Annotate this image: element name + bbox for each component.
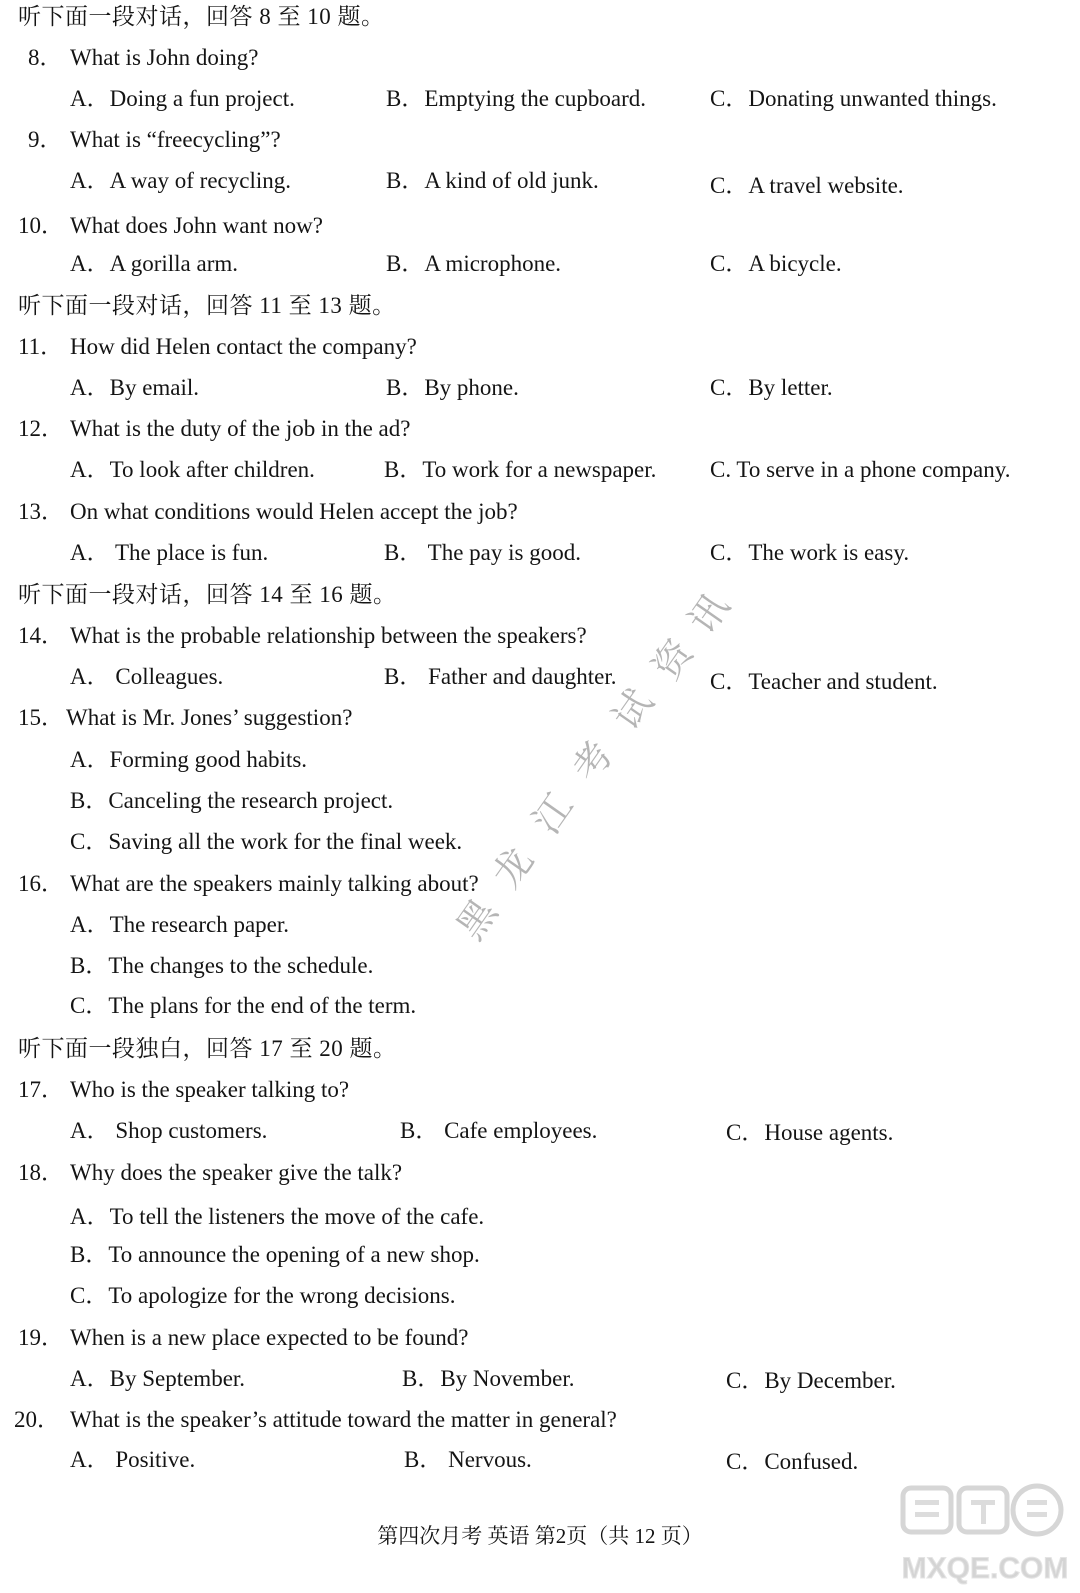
question-number: 13． xyxy=(18,499,64,524)
option-c: C．A travel website. xyxy=(710,173,904,198)
option-a: A． The place is fun. xyxy=(70,540,269,565)
question-text: What is John doing? xyxy=(70,45,259,70)
option-b: B．By phone. xyxy=(386,375,519,400)
option-c: C．A bicycle. xyxy=(710,251,842,276)
option-a: A．To tell the listeners the move of the cafe. xyxy=(70,1204,485,1229)
question-number: 17． xyxy=(18,1077,64,1102)
option-b: B．The changes to the schedule. xyxy=(70,953,374,978)
option-c: C．Confused. xyxy=(726,1449,859,1474)
question-number: 16． xyxy=(18,871,64,896)
option-a: A．The research paper. xyxy=(70,912,290,937)
question-text: What is the duty of the job in the ad? xyxy=(70,416,411,441)
question-text: How did Helen contact the company? xyxy=(70,334,417,359)
option-b: B． Nervous. xyxy=(404,1447,532,1472)
option-c: C．Donating unwanted things. xyxy=(710,86,997,111)
section-heading: 听下面一段对话，回答 14 至 16 题。 xyxy=(18,582,397,607)
option-a: A．By September. xyxy=(70,1366,246,1391)
option-a: A．To look after children. xyxy=(70,457,315,482)
question-text: What are the speakers mainly talking about? xyxy=(70,871,479,896)
option-c: C. To serve in a phone company. xyxy=(710,457,1011,482)
question-text: What is Mr. Jones’ suggestion? xyxy=(66,705,353,730)
option-c: C．By December. xyxy=(726,1368,896,1393)
option-b: B．Emptying the cupboard. xyxy=(386,86,646,111)
option-b: B．By November. xyxy=(402,1366,575,1391)
question-text: What is the probable relationship between the speakers? xyxy=(70,623,587,648)
question-number: 10． xyxy=(18,213,64,238)
option-c: C．Teacher and student. xyxy=(710,669,938,694)
question-number: 8． xyxy=(28,45,63,70)
site-logo xyxy=(895,1478,1075,1590)
option-b: B． The pay is good. xyxy=(384,540,581,565)
watermark xyxy=(447,585,755,950)
option-b: B．To announce the opening of a new shop. xyxy=(70,1242,480,1267)
question-number: 20． xyxy=(14,1407,60,1432)
option-a: A．A gorilla arm. xyxy=(70,251,238,276)
question-text: What is the speaker’s attitude toward the matter in general? xyxy=(70,1407,617,1432)
question-text: What does John want now? xyxy=(70,213,323,238)
site-logo-text: MXQE.COM xyxy=(901,1552,1069,1585)
section-heading: 听下面一段对话，回答 8 至 10 题。 xyxy=(18,4,385,29)
question-number: 19． xyxy=(18,1325,64,1350)
watermark-char: 江 xyxy=(523,785,582,842)
watermark-char: 试 xyxy=(603,681,662,738)
option-b: B． Cafe employees. xyxy=(400,1118,598,1143)
watermark-char: 考 xyxy=(563,733,622,790)
question-number: 11． xyxy=(18,334,64,359)
watermark-char: 龙 xyxy=(483,839,542,896)
option-c: C．Saving all the work for the final week. xyxy=(70,829,463,854)
option-b: B．A microphone. xyxy=(386,251,562,276)
section-heading: 听下面一段对话，回答 11 至 13 题。 xyxy=(18,293,396,318)
watermark-char: 资 xyxy=(643,631,702,688)
option-a: A．Forming good habits. xyxy=(70,747,308,772)
option-a: A．By email. xyxy=(70,375,200,400)
question-number: 15． xyxy=(18,705,64,730)
option-a: A． Positive. xyxy=(70,1447,196,1472)
question-text: Who is the speaker talking to? xyxy=(70,1077,350,1102)
section-heading: 听下面一段独白，回答 17 至 20 题。 xyxy=(18,1036,397,1061)
option-b: B．Canceling the research project. xyxy=(70,788,394,813)
option-a: A．A way of recycling. xyxy=(70,168,291,193)
watermark-char: 黑 xyxy=(447,891,506,948)
page-footer: 第四次月考 英语 第2页（共 12 页） xyxy=(377,1524,703,1548)
question-text: Why does the speaker give the talk? xyxy=(70,1160,403,1185)
option-c: C．The plans for the end of the term. xyxy=(70,993,417,1018)
question-number: 9． xyxy=(28,127,63,152)
question-text: When is a new place expected to be found? xyxy=(70,1325,469,1350)
question-text: On what conditions would Helen accept the job? xyxy=(70,499,518,524)
option-c: C．House agents. xyxy=(726,1120,894,1145)
option-b: B．A kind of old junk. xyxy=(386,168,599,193)
option-c: C．The work is easy. xyxy=(710,540,910,565)
option-b: B．To work for a newspaper. xyxy=(384,457,657,482)
question-number: 12． xyxy=(18,416,64,441)
question-number: 14． xyxy=(18,623,64,648)
option-c: C．To apologize for the wrong decisions. xyxy=(70,1283,456,1308)
option-c: C．By letter. xyxy=(710,375,833,400)
option-a: A． Shop customers. xyxy=(70,1118,268,1143)
option-b: B． Father and daughter. xyxy=(384,664,617,689)
question-number: 18． xyxy=(18,1160,64,1185)
option-a: A． Colleagues. xyxy=(70,664,224,689)
question-text: What is “freecycling”? xyxy=(70,127,281,152)
watermark-char: 讯 xyxy=(679,585,738,642)
option-a: A．Doing a fun project. xyxy=(70,86,295,111)
